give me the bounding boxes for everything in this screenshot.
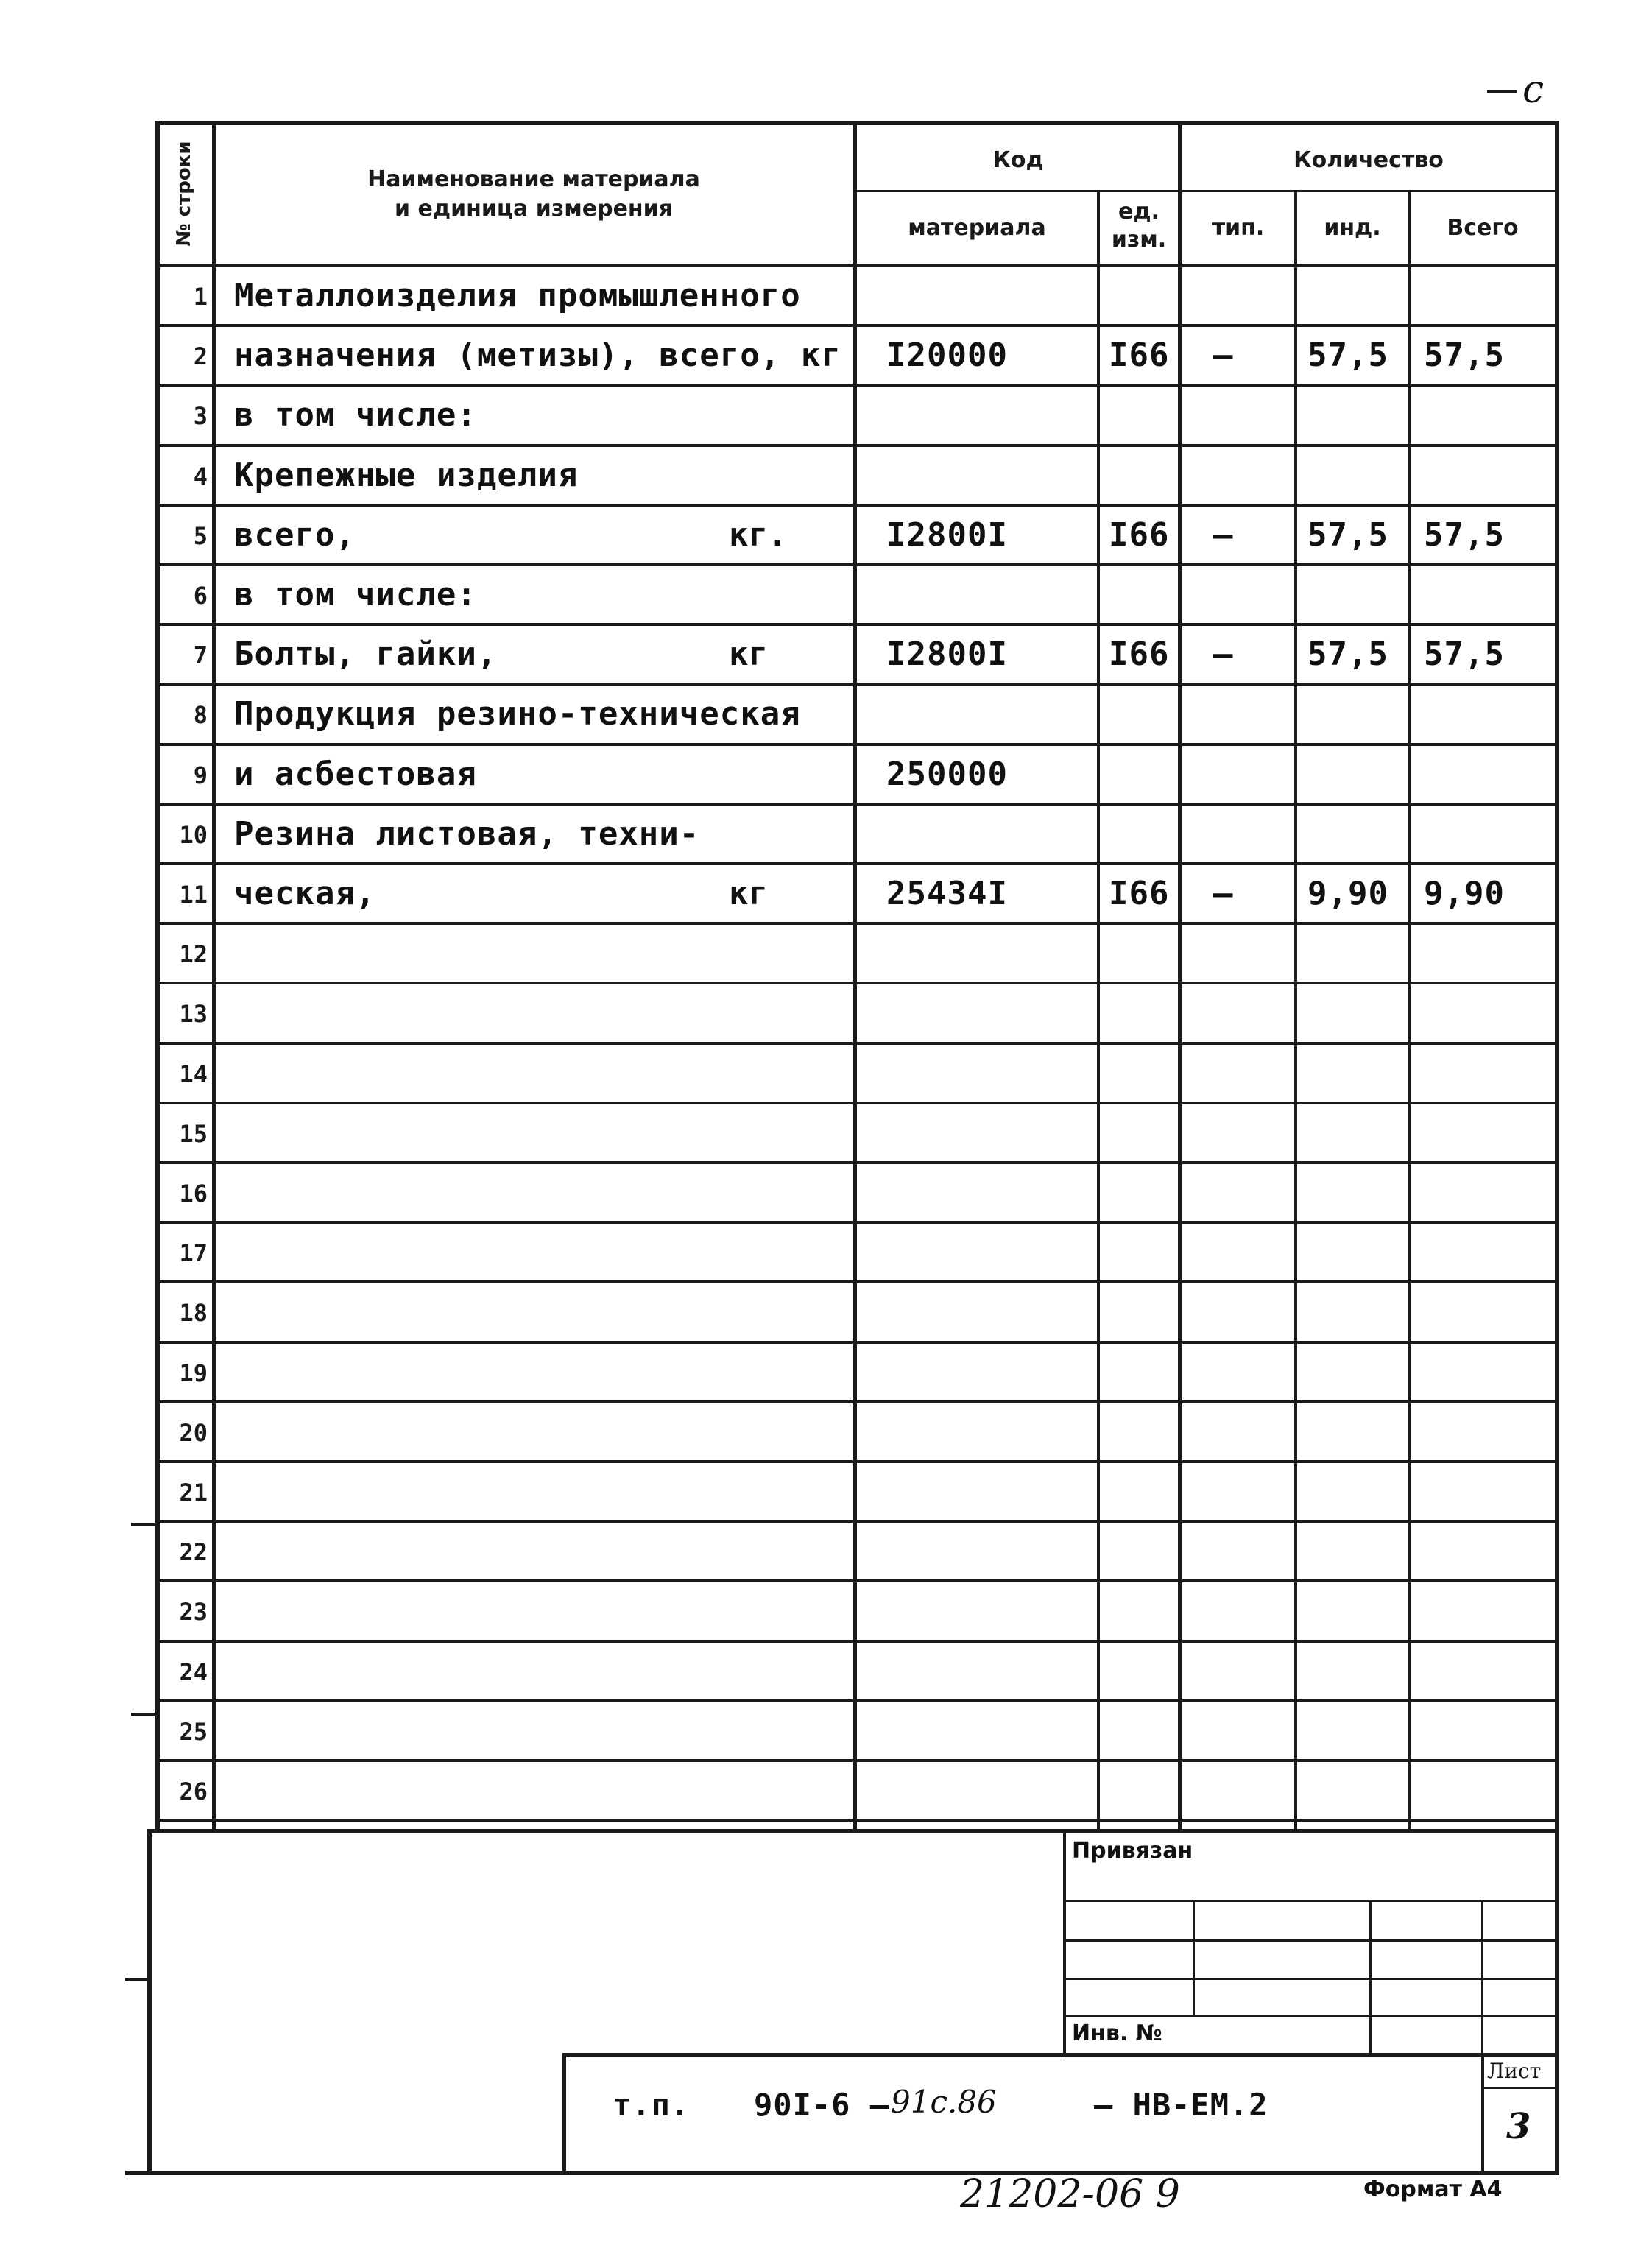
header-qty-ind: инд. xyxy=(1324,215,1381,241)
attached-col-3 xyxy=(1481,1900,1483,2053)
row-divider xyxy=(158,862,1556,865)
attached-label: Привязан xyxy=(1072,1838,1193,1864)
col-unit-right xyxy=(1178,121,1182,1829)
binding-mark-3 xyxy=(125,1978,152,1981)
designation-top xyxy=(562,2053,1559,2057)
row-divider xyxy=(158,1161,1556,1164)
row-divider xyxy=(158,1819,1556,1822)
title-block-top xyxy=(147,1829,1559,1833)
header-code-material: материала xyxy=(908,215,1046,241)
binding-mark-2 xyxy=(131,1713,155,1716)
material-name: Болты, гайки, xyxy=(234,635,498,673)
col-rowno-right xyxy=(212,121,216,1829)
material-name: и асбестовая xyxy=(234,755,477,793)
attached-box-left xyxy=(1063,1829,1066,2057)
attached-col-2 xyxy=(1369,1900,1372,2053)
frame-right xyxy=(1555,121,1559,2175)
row-divider xyxy=(158,1280,1556,1283)
material-unit: кг xyxy=(729,635,768,673)
header-qty-group: Количество xyxy=(1293,147,1444,173)
row-divider xyxy=(158,1759,1556,1762)
qty-type: – xyxy=(1213,516,1234,554)
sheet-box-left xyxy=(1481,2053,1484,2175)
row-number: 24 xyxy=(179,1658,208,1686)
row-number: 1 xyxy=(193,283,208,311)
row-number: 17 xyxy=(179,1239,208,1267)
row-number: 4 xyxy=(193,462,208,490)
header-qty-total: Всего xyxy=(1447,215,1519,241)
qty-total: 57,5 xyxy=(1424,337,1505,374)
material-name: в том числе: xyxy=(234,396,477,434)
row-number: 14 xyxy=(179,1060,208,1088)
title-block-bottom xyxy=(125,2171,1559,2175)
row-divider xyxy=(158,1102,1556,1104)
row-divider xyxy=(158,1640,1556,1643)
qty-ind: 57,5 xyxy=(1307,337,1388,374)
row-number: 23 xyxy=(179,1598,208,1626)
row-number: 6 xyxy=(193,582,208,610)
material-name: всего, xyxy=(234,516,356,554)
unit-code: I66 xyxy=(1109,875,1170,912)
title-block-left xyxy=(147,1829,152,2175)
material-name: в том числе: xyxy=(234,576,477,613)
row-number: 7 xyxy=(193,641,208,669)
attached-line-4 xyxy=(1063,2015,1559,2017)
material-code: 25434I xyxy=(886,875,1008,912)
header-bottom-border xyxy=(160,264,1559,267)
designation-code: 90I-6 – xyxy=(754,2087,890,2123)
attached-line-3 xyxy=(1063,1978,1559,1980)
header-name-line1: Наименование материала xyxy=(367,166,700,192)
qty-ind: 57,5 xyxy=(1307,516,1388,554)
attached-line-2 xyxy=(1063,1939,1559,1942)
row-divider xyxy=(158,1520,1556,1523)
row-divider xyxy=(158,683,1556,686)
row-divider xyxy=(158,504,1556,507)
row-divider xyxy=(158,623,1556,626)
row-divider xyxy=(158,982,1556,984)
row-divider xyxy=(158,1042,1556,1045)
col-ind-right xyxy=(1408,190,1411,1829)
corner-mark: c xyxy=(1522,68,1545,112)
qty-total: 57,5 xyxy=(1424,516,1505,554)
row-divider xyxy=(158,743,1556,746)
row-number: 2 xyxy=(193,342,208,370)
material-code: 250000 xyxy=(886,755,1008,793)
qty-ind: 9,90 xyxy=(1307,875,1388,912)
material-code: I20000 xyxy=(886,337,1008,374)
header-row-no: № строки xyxy=(173,141,195,247)
header-sub-border xyxy=(855,190,1559,192)
designation-prefix: т.п. xyxy=(613,2087,691,2123)
row-divider xyxy=(158,324,1556,327)
row-divider xyxy=(158,1460,1556,1463)
table-top-border xyxy=(160,121,1559,125)
corner-tick xyxy=(1487,90,1517,93)
qty-type: – xyxy=(1213,875,1234,912)
qty-ind: 57,5 xyxy=(1307,635,1388,673)
row-divider xyxy=(158,922,1556,925)
header-code-unit-1: ед. xyxy=(1118,199,1159,225)
row-divider xyxy=(158,1341,1556,1344)
attached-col-1 xyxy=(1193,1900,1195,2015)
row-number: 22 xyxy=(179,1538,208,1566)
header-code-unit-2: изм. xyxy=(1111,227,1167,253)
header-code-group: Код xyxy=(992,147,1044,173)
row-number: 20 xyxy=(179,1419,208,1447)
handwritten-number: 21202-06 9 xyxy=(960,2172,1180,2216)
row-divider xyxy=(158,444,1556,447)
format-label: Формат А4 xyxy=(1363,2177,1503,2202)
row-number: 19 xyxy=(179,1359,208,1387)
material-name: Продукция резино-техническая xyxy=(234,695,801,733)
row-number: 9 xyxy=(193,761,208,789)
qty-type: – xyxy=(1213,635,1234,673)
unit-code: I66 xyxy=(1109,635,1170,673)
qty-total: 57,5 xyxy=(1424,635,1505,673)
material-code: I2800I xyxy=(886,516,1008,554)
attached-line-1 xyxy=(1063,1900,1559,1902)
material-name: ческая, xyxy=(234,875,376,912)
sheet-number: 3 xyxy=(1506,2106,1531,2147)
unit-code: I66 xyxy=(1109,516,1170,554)
designation-hand: 91с.86 xyxy=(891,2084,997,2120)
row-number: 21 xyxy=(179,1479,208,1507)
row-divider xyxy=(158,1400,1556,1403)
material-name: назначения (метизы), всего, кг xyxy=(234,337,841,374)
sheet-box-mid xyxy=(1481,2087,1559,2089)
row-number: 26 xyxy=(179,1777,208,1805)
binding-mark-1 xyxy=(131,1523,155,1526)
material-name: Крепежные изделия xyxy=(234,457,579,494)
row-number: 25 xyxy=(179,1718,208,1746)
material-name: Резина листовая, техни- xyxy=(234,815,700,853)
frame-left xyxy=(155,121,160,1829)
col-name-right xyxy=(853,121,857,1829)
material-code: I2800I xyxy=(886,635,1008,673)
row-number: 13 xyxy=(179,1000,208,1028)
row-number: 16 xyxy=(179,1180,208,1208)
material-unit: кг xyxy=(729,875,768,912)
unit-code: I66 xyxy=(1109,337,1170,374)
row-divider xyxy=(158,803,1556,806)
header-name-line2: и единица измерения xyxy=(395,196,673,222)
row-divider xyxy=(158,563,1556,566)
designation-suffix: – НВ-ЕМ.2 xyxy=(1094,2087,1268,2123)
row-divider xyxy=(158,1221,1556,1224)
material-unit: кг. xyxy=(729,516,788,554)
row-divider xyxy=(158,1699,1556,1702)
row-number: 5 xyxy=(193,522,208,550)
material-name: Металлоизделия промышленного xyxy=(234,277,801,314)
designation-left xyxy=(562,2053,566,2175)
inv-label: Инв. № xyxy=(1072,2020,1162,2046)
row-number: 18 xyxy=(179,1299,208,1327)
row-number: 8 xyxy=(193,701,208,729)
row-divider xyxy=(158,384,1556,387)
sheet-label: Лист xyxy=(1487,2059,1542,2083)
qty-type: – xyxy=(1213,337,1234,374)
row-number: 12 xyxy=(179,940,208,968)
row-divider xyxy=(158,1579,1556,1582)
header-qty-type: тип. xyxy=(1212,215,1265,241)
col-code-right xyxy=(1097,190,1100,1829)
row-number: 10 xyxy=(179,821,208,849)
row-number: 3 xyxy=(193,402,208,430)
row-number: 15 xyxy=(179,1120,208,1148)
qty-total: 9,90 xyxy=(1424,875,1505,912)
col-type-right xyxy=(1294,190,1297,1829)
row-number: 11 xyxy=(179,881,208,909)
